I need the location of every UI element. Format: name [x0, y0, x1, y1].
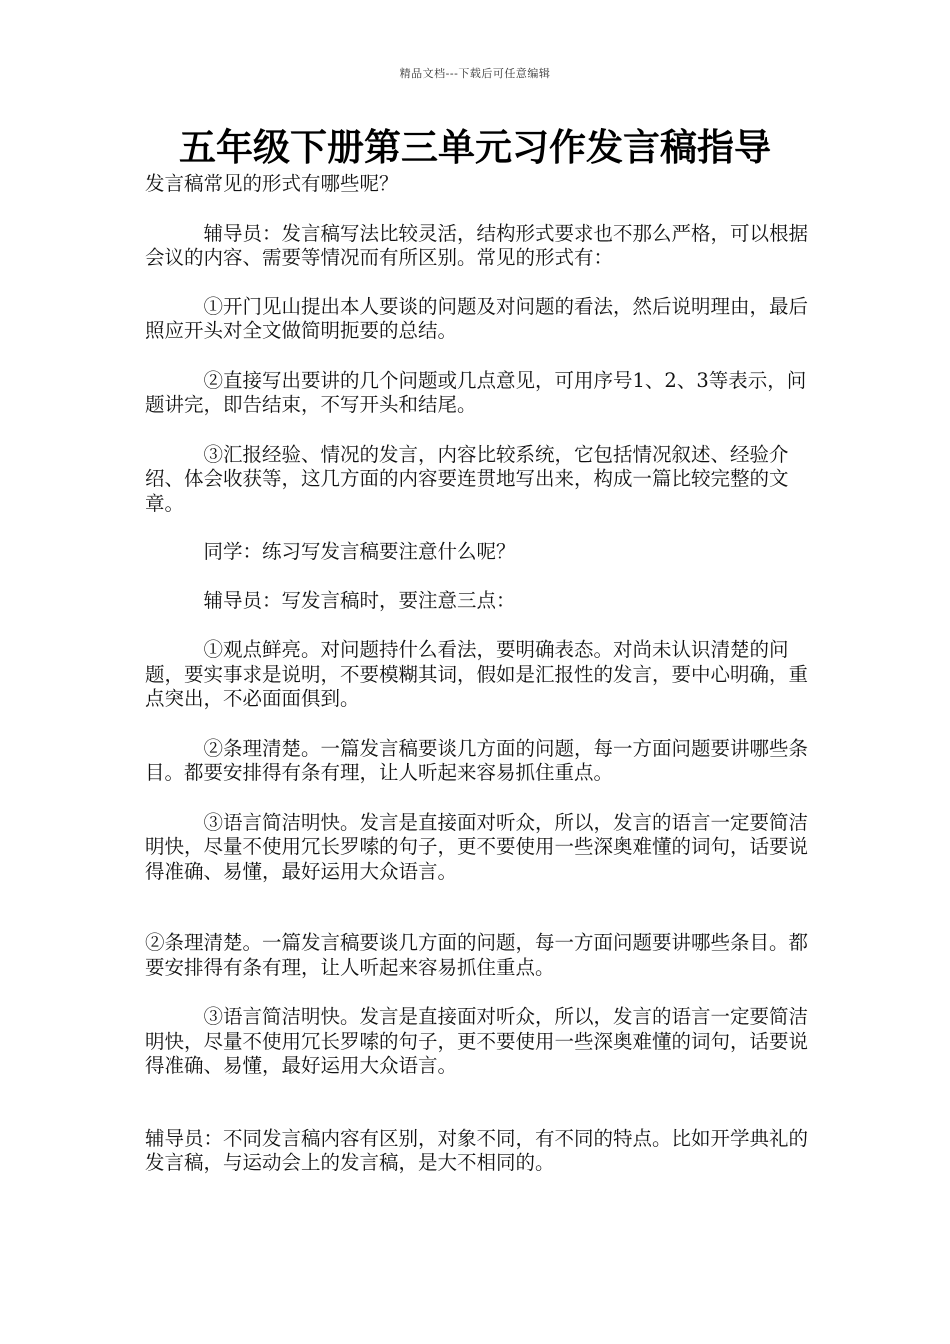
paragraph-form-3: ③汇报经验、情况的发言，内容比较系统，它包括情况叙述、经验介绍、体会收获等，这几方面的内容要连贯地写出来，构成一篇比较完整的文章。 — [145, 442, 789, 515]
paragraph-student-question: 同学：练习写发言稿要注意什么呢？ — [145, 540, 516, 563]
page-header: 精品文档---下载后可任意编辑 — [399, 67, 551, 80]
paragraph-point-2: ②条理清楚。一篇发言稿要谈几方面的问题，每一方面问题要讲哪些条目。都要安排得有条有理，让人听起来容易抓住重点。 — [145, 736, 809, 784]
paragraph-point-1: ①观点鲜亮。对问题持什么看法，要明确表态。对尚未认识清楚的问题，要实事求是说明，不要模糊其词，假如是汇报性的发言，要中心明确，重点突出，不必面面俱到。 — [145, 638, 809, 710]
paragraph-counselor-forms: 辅导员：发言稿写法比较灵活，结构形式要求也不那么严格，可以根据会议的内容、需要等情况而有所区别。常见的形式有： — [145, 221, 809, 269]
paragraph-point-3: ③语言简洁明快。发言是直接面对听众，所以，发言的语言一定要简洁明快，尽量不使用冗长罗嗦的句子，更不要使用一些深奥难懂的词句，话要说得准确、易懂，最好运用大众语言。 — [145, 810, 809, 883]
paragraph-counselor-differences: 辅导员：不同发言稿内容有区别，对象不同，有不同的特点。比如开学典礼的发言稿，与运动会上的发言稿，是大不相同的。 — [145, 1126, 809, 1174]
paragraph-intro-question: 发言稿常见的形式有哪些呢？ — [145, 172, 399, 195]
paragraph-form-2: ②直接写出要讲的几个问题或几点意见，可用序号1、2、3等表示，问题讲完，即告结束，不写开头和结尾。 — [145, 368, 807, 416]
document-body — [145, 172, 810, 1176]
document-title: 五年级下册第三单元习作发言稿指导 — [179, 126, 771, 169]
paragraph-form-1: ①开门见山提出本人要谈的问题及对问题的看法，然后说明理由，最后照应开头对全文做简明扼要的总结。 — [145, 294, 809, 342]
paragraph-counselor-three-points: 辅导员：写发言稿时，要注意三点： — [145, 588, 516, 612]
paragraph-point-3-repeat: ③语言简洁明快。发言是直接面对听众，所以，发言的语言一定要简洁明快，尽量不使用冗长罗嗦的句子，更不要使用一些深奥难懂的词句，话要说得准确、易懂，最好运用大众语言。 — [145, 1005, 809, 1077]
paragraph-point-2-repeat: ②条理清楚。一篇发言稿要谈几方面的问题，每一方面问题要讲哪些条目。都要安排得有条有理，让人听起来容易抓住重点。 — [145, 931, 809, 979]
